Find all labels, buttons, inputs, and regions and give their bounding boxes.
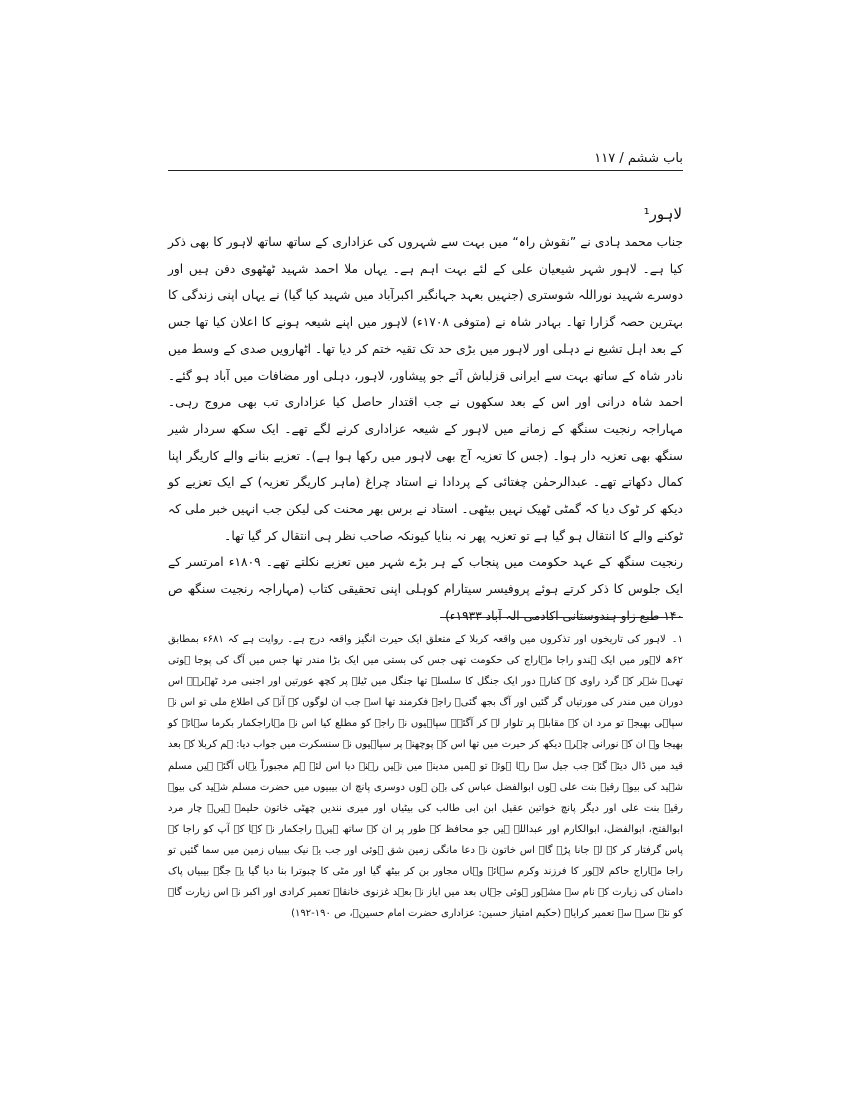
running-head: باب ششم / ۱۱۷ [594, 151, 683, 166]
footnote-marker: ۱۔ [671, 634, 683, 645]
footnote-paragraph [168, 629, 683, 924]
paragraph: جناب محمد ہادی نے ”نقوش راہ“ میں بہت سے شہروں کی عزاداری کے ساتھ ساتھ لاہور کا بھی ذکر کیا ہے۔ لاہور شہر شیعیان علی کے لئے بہت اہم ہے۔ یہاں ملا احمد شہید ٹھٹھوی دفن ہیں اور دوسرے شہید نوراللہ شوستری (جنہیں بعہد جہانگیر اکبرآباد میں شہید کیا گیا) نے یہاں اپنی زندگی کا بہترین حصہ گزارا تھا۔ بہادر شاہ نے (متوفی ۱۷۰۸ء) لاہور میں اپنے شیعہ ہونے کا اعلان کیا تھا جس کے بعد اہل تشیع نے دہلی اور لاہور میں بڑی حد تک تقیہ ختم کر دیا تھا۔ اٹھارویں صدی کے وسط میں نادر شاہ کے ساتھ بہت سے ایرانی قزلباش آئے جو پیشاور، لاہور، دہلی اور مضافات میں آباد ہو گئے۔ احمد شاہ درانی اور اس کے بعد سکھوں نے جب اقتدار حاصل کیا عزاداری تب بھی مروج رہی۔ مہاراجہ رنجیت سنگھ کے زمانے میں لاہور کے شیعہ عزاداری کرنے لگے تھے۔ ایک سکھ سردار شیر سنگھ بھی تعزیہ دار ہوا۔ (جس کا تعزیہ آج بھی لاہور میں رکھا ہوا ہے)۔ تعزیے بنانے والے کاریگر اپنا کمال دکھاتے تھے۔ عبدالرحمٰن چغتائی کے پردادا نے استاد چراغ (ماہر کاریگر تعزیہ) کے ایک تعزیے کو دیکھ کر ٹوک دیا کہ گمٹی ٹھیک نہیں بیٹھی۔ استاد نے برس بھر محنت کی لیکن جب انہیں خبر ملی کہ ٹوکنے والے کا انتقال ہو گیا ہے تو تعزیہ پھر نہ بنایا کیونکہ صاحب نظر ہی انتقال کر گیا تھا۔ [168, 235, 683, 543]
footnote [168, 629, 683, 924]
section-title: لاہور¹ [643, 205, 682, 223]
footnote-text: لاہور کی تاریخوں اور تذکروں میں واقعہ کربلا کے متعلق ایک حیرت انگیز واقعہ درج ہے۔ روایت ہے کہ ۶۸۱ء بمطابق ۶۲ھ لاہور میں ایک ہندو راجا مہاراج کی حکومت تھی جس کی بستی میں ایک بڑا مندر تھا جس میں آگ کی پوجا ہوتی تھی۔ شہر کے گرد راوی کے کنارے دور ایک جنگل کا سلسلہ تھا جنگل میں ٹیلہ پر کچھ عورتیں اور اجنبی مرد ٹھہرے۔ اس دوران میں مندر کی مورتیاں گر گئیں اور آگ بجھ گئی۔ راجہ فکرمند تھا اسے جب ان لوگوں کے آنے کی اطلاع ملی تو اس نے سپاہی بھیجے تو مرد ان کے مقابلے پر تلوار لے کر آگئے۔ سپاہیوں نے راجہ کو مطلع کیا اس نے مہاراجکمار بکرما سہائے کو بھیجا وہ ان کے نورانی چہرے دیکھ کر حیرت میں تھا اس کے پوچھنے پر سپاہیوں نے سنسکرت میں جواب دیا: ہم کربلا کے بعد قید میں ڈال دیئے گئے جب جیل سے رہا ہوئے تو ہمیں مدینہ میں نہیں رہنے دیا اس لئے ہم مجبوراً یہاں آگئے ہیں مسلم شہید کی بیوہ رقیہ بنت علی ہوں ابوالفضل عباس کی بہن ہوں دوسری پانچ ان بیبیوں میں حضرت مسلم شہید کی بیوہ رقیہ بنت علی اور دیگر پانچ خواتین عقیل ابن ابی طالب کی بیٹیاں اور میری نندیں چھٹی خاتون حلیمہ ہیں۔ چار مرد ابوالفتح، ابوالفضل، ابوالکارم اور عبداللہ ہیں جو محافظ کے طور پر ان کے ساتھ ہیں۔ راجکمار نے کہا کہ آپ کو راجا کے پاس گرفتار کر کے لے جانا پڑے گا۔ اس خاتون نے دعا مانگی زمین شق ہوئی اور جب یہ نیک بیبیاں زمین میں سما گئیں تو راجا مہاراج حاکم لاہور کا فرزند وکرم سہائے وہاں مجاور بن کر بیٹھ گیا اور مٹی کا چبوترا بنا دیا گیا یہ جگہ بیبیاں پاک دامناں کی زیارت کے نام سے مشہور ہوئی جہاں بعد میں ایاز نے بعہد غزنوی خانقاہ تعمیر کرادی اور اکبر نے اس زیارت گاہ کو نئے سرے سے تعمیر کرایا۔ (حکیم امتیاز حسین: عزاداری حضرت امام حسینؑ، ص ۱۹۰-۱۹۲) [168, 634, 683, 920]
header-rule [168, 170, 683, 171]
footnote-rule [440, 617, 683, 618]
page-header [168, 150, 683, 168]
paragraph: رنجیت سنگھ کے عہد حکومت میں پنجاب کے ہر بڑے شہر میں تعزیے نکلتے تھے۔ ۱۸۰۹ء امرتسر کے ایک جلوس کا ذکر کرتے ہوئے پروفیسر سیتارام کوہلی اپنی تحقیقی کتاب (مہاراجہ رنجیت سنگھ ص ۱۴۰ طبع زاو ہندوستانی اکادمی الہ آباد ۱۹۳۳ء) [168, 555, 683, 623]
body-text [168, 229, 683, 630]
